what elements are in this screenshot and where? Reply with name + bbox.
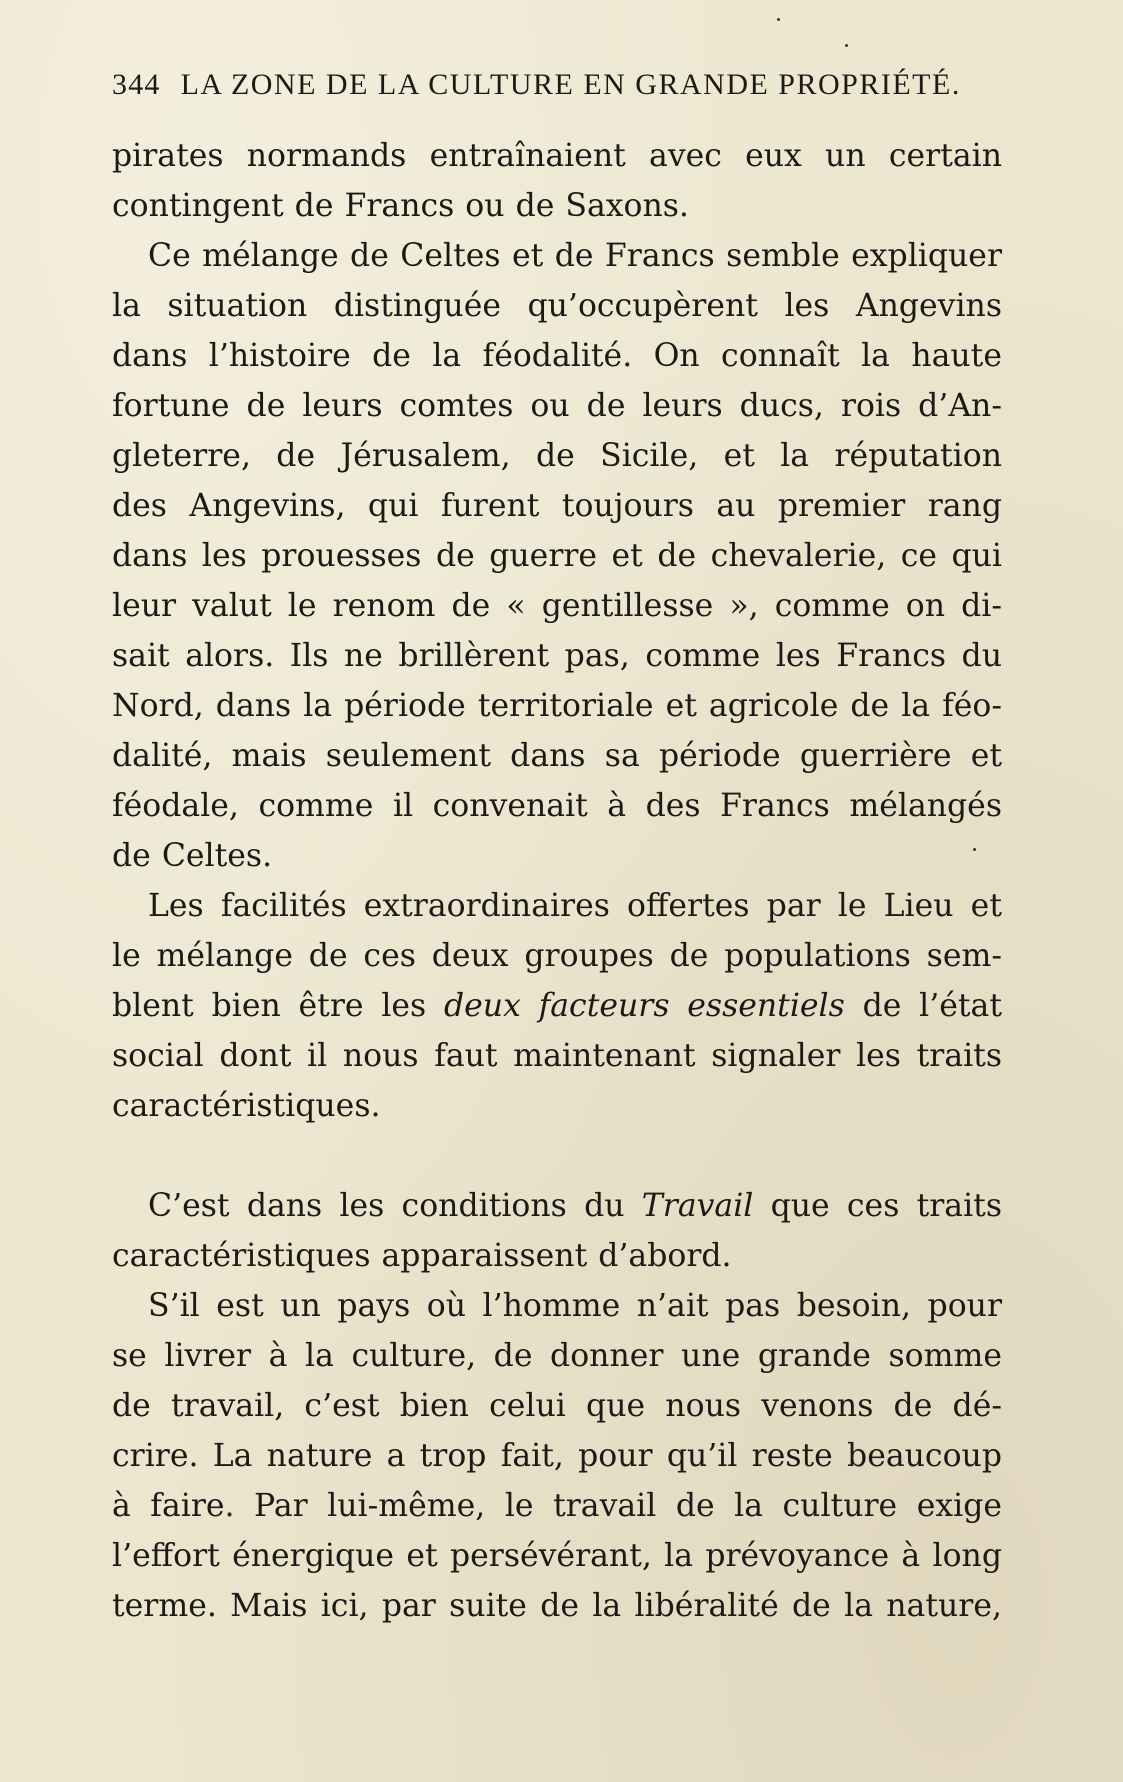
text-line: Ce mélange de Celtes et de Francs semble expliquer — [148, 238, 1002, 274]
text-line — [112, 981, 1002, 1031]
paper-speck — [973, 848, 976, 851]
text-line: des Angevins, qui furent toujours au premier rang — [112, 488, 1002, 524]
text-line: crire. La nature a trop fait, pour qu’il reste beaucoup — [112, 1438, 1002, 1474]
text-line: se livrer à la culture, de donner une grande somme — [112, 1338, 1002, 1374]
text-line: S’il est un pays où l’homme n’ait pas besoin, pour — [148, 1288, 1002, 1324]
line-text-before: C’est dans les conditions du — [148, 1188, 642, 1224]
text-line: pirates normands entraînaient avec eux un certain — [112, 138, 1002, 174]
line-text-after: de l’état — [844, 988, 1002, 1024]
running-header — [112, 68, 972, 108]
italic-word: Travail — [641, 1188, 754, 1224]
paper-speck — [845, 44, 848, 47]
text-line: dans l’histoire de la féodalité. On connaît la haute — [112, 338, 1002, 374]
text-line: Les facilités extraordinaires offertes par le Lieu et — [148, 888, 1002, 924]
text-line — [112, 1181, 1002, 1231]
text-line: l’effort énergique et persévérant, la prévoyance à long — [112, 1538, 1002, 1574]
text-line: dans les prouesses de guerre et de chevalerie, ce qui — [112, 538, 1002, 574]
text-line: fortune de leurs comtes ou de leurs ducs, rois d’An- — [112, 388, 1002, 424]
text-line: contingent de Francs ou de Saxons. — [112, 188, 689, 224]
text-line: caractéristiques apparaissent d’abord. — [112, 1238, 732, 1274]
text-line: de Celtes. — [112, 838, 273, 874]
text-line: de travail, c’est bien celui que nous venons de dé- — [112, 1388, 1002, 1424]
text-line: gleterre, de Jérusalem, de Sicile, et la réputation — [112, 438, 1002, 474]
page-number: 344 — [112, 68, 161, 101]
text-line: Nord, dans la période territoriale et agricole de la féo- — [112, 688, 1002, 724]
text-line: caractéristiques. — [112, 1088, 381, 1124]
running-title: LA ZONE DE LA CULTURE EN GRANDE PROPRIÉTÉ. — [180, 68, 961, 101]
body-text — [112, 131, 1002, 1631]
text-line: la situation distinguée qu’occupèrent les Angevins — [112, 288, 1002, 324]
paper-speck — [777, 18, 780, 21]
text-line: dalité, mais seulement dans sa période guerrière et — [112, 738, 1002, 774]
line-text-after: que ces traits — [753, 1188, 1002, 1224]
line-text-before: blent bien être les — [112, 988, 444, 1024]
text-line: social dont il nous faut maintenant signaler les traits — [112, 1038, 1002, 1074]
text-line: terme. Mais ici, par suite de la libéralité de la nature, — [112, 1588, 1002, 1624]
text-line: le mélange de ces deux groupes de populations sem- — [112, 938, 1002, 974]
text-line: à faire. Par lui-même, le travail de la culture exige — [112, 1488, 1002, 1524]
text-line: féodale, comme il convenait à des Francs mélangés — [112, 788, 1002, 824]
text-line: sait alors. Ils ne brillèrent pas, comme les Francs du — [112, 638, 1002, 674]
text-line: leur valut le renom de « gentillesse », comme on di- — [112, 588, 1002, 624]
italic-phrase: deux facteurs essentiels — [443, 988, 845, 1024]
